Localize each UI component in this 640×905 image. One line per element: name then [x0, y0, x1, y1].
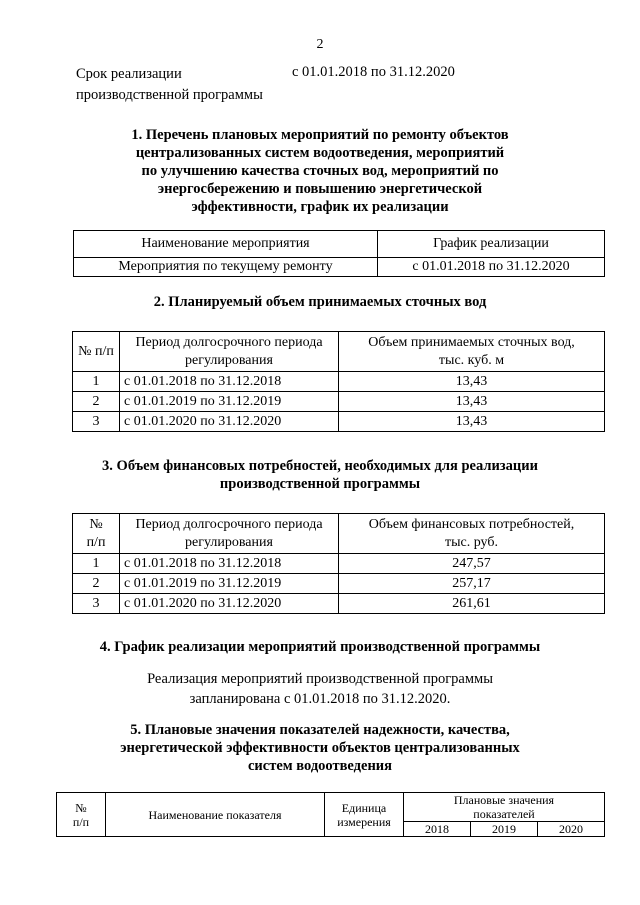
- table-row: [73, 574, 605, 594]
- row-value: 257,17: [339, 574, 605, 594]
- measures-table: [73, 230, 605, 277]
- section1-title-line: 1. Перечень плановых мероприятий по ремонту объектов: [131, 127, 509, 143]
- section4-title: 4. График реализации мероприятий производственной программы: [99, 639, 541, 655]
- term-label: [76, 64, 263, 106]
- section1-title-line: эффективности, график их реализации: [191, 199, 449, 215]
- row-period: с 01.01.2019 по 31.12.2019: [120, 392, 339, 412]
- row-value: 13,43: [339, 412, 605, 432]
- table-row: [73, 594, 605, 614]
- financial-needs-table: [72, 513, 605, 614]
- section3-title-line: производственной программы: [219, 476, 421, 492]
- row-num: 3: [73, 594, 120, 614]
- header-financial: [339, 514, 605, 554]
- section5-title-line: энергетической эффективности объектов централизованных: [120, 740, 520, 756]
- table-row: [73, 554, 605, 574]
- header-unit: [325, 793, 404, 837]
- header-planned-values: [404, 793, 605, 822]
- section1-title-line: централизованных систем водоотведения, мероприятий: [135, 145, 505, 161]
- section4-text: [0, 669, 640, 709]
- header-num: [57, 793, 106, 837]
- row-num: 3: [73, 412, 120, 432]
- section1-title-line: по улучшению качества сточных вод, мероприятий по: [141, 163, 499, 179]
- row-value: 247,57: [339, 554, 605, 574]
- row-period: с 01.01.2020 по 31.12.2020: [120, 412, 339, 432]
- term-value: с 01.01.2018 по 31.12.2020: [292, 64, 455, 80]
- table-row: [73, 392, 605, 412]
- header-indicator-name: Наименование показателя: [106, 793, 325, 837]
- section1-title: [0, 126, 640, 216]
- indicators-table: [56, 792, 605, 837]
- header-num-line2: п/п: [72, 814, 90, 829]
- header-unit-line2: измерения: [337, 814, 391, 829]
- header-planned-line1: Плановые значения: [453, 793, 555, 807]
- row-period: с 01.01.2018 по 31.12.2018: [120, 372, 339, 392]
- header-period-line1: Период долгосрочного периода: [135, 334, 323, 350]
- row-period: с 01.01.2020 по 31.12.2020: [120, 594, 339, 614]
- header-schedule: График реализации: [378, 231, 605, 258]
- row-num: 2: [73, 574, 120, 594]
- section5-title-line: систем водоотведения: [247, 758, 393, 774]
- row-value: 261,61: [339, 594, 605, 614]
- section2-title: 2. Планируемый объем принимаемых сточных вод: [153, 294, 487, 310]
- row-period: с 01.01.2018 по 31.12.2018: [120, 554, 339, 574]
- row-num: 1: [73, 372, 120, 392]
- section4-text-line1: Реализация мероприятий производственной программы: [147, 671, 493, 687]
- term-label-line2: производственной программы: [76, 87, 263, 103]
- header-financial-line1: Объем финансовых потребностей,: [368, 516, 575, 532]
- measure-name-cell: Мероприятия по текущему ремонту: [74, 258, 378, 277]
- section5-title-line: 5. Плановые значения показателей надежности, качества,: [130, 722, 510, 738]
- header-unit-line1: Единица: [341, 800, 387, 815]
- header-year: 2018: [404, 822, 471, 837]
- header-period-line2: регулирования: [185, 534, 273, 550]
- header-financial-line2: тыс. руб.: [445, 534, 498, 550]
- row-period: с 01.01.2019 по 31.12.2019: [120, 574, 339, 594]
- header-period-line1: Период долгосрочного периода: [135, 516, 323, 532]
- header-measure-name: Наименование мероприятия: [74, 231, 378, 258]
- page-number: 2: [316, 37, 324, 52]
- header-period: [120, 514, 339, 554]
- header-year: 2019: [470, 822, 537, 837]
- header-num: [73, 514, 120, 554]
- header-period-line2: регулирования: [185, 352, 273, 368]
- header-year: 2020: [537, 822, 604, 837]
- section1-title-line: энергосбережению и повышению энергетической: [157, 181, 483, 197]
- row-num: 2: [73, 392, 120, 412]
- row-value: 13,43: [339, 392, 605, 412]
- header-volume-line2: тыс. куб. м: [438, 352, 505, 368]
- section3-title: [0, 457, 640, 493]
- section4-text-line2: запланирована с 01.01.2018 по 31.12.2020.: [189, 691, 451, 707]
- table-row: [73, 372, 605, 392]
- header-period: [120, 332, 339, 372]
- header-num: № п/п: [73, 332, 120, 372]
- header-volume-line1: Объем принимаемых сточных вод,: [368, 334, 575, 350]
- section5-title: [0, 721, 640, 775]
- header-num-line1: №: [89, 516, 103, 532]
- measure-schedule-cell: с 01.01.2018 по 31.12.2020: [378, 258, 605, 277]
- row-num: 1: [73, 554, 120, 574]
- row-value: 13,43: [339, 372, 605, 392]
- wastewater-volume-table: [72, 331, 605, 432]
- section3-title-line: 3. Объем финансовых потребностей, необходимых для реализации: [102, 458, 538, 474]
- header-planned-line2: показателей: [473, 807, 535, 821]
- header-volume: [339, 332, 605, 372]
- term-label-line1: Срок реализации: [76, 66, 182, 82]
- header-num-line2: п/п: [86, 534, 106, 550]
- header-num-line1: №: [75, 800, 87, 815]
- table-row: [73, 412, 605, 432]
